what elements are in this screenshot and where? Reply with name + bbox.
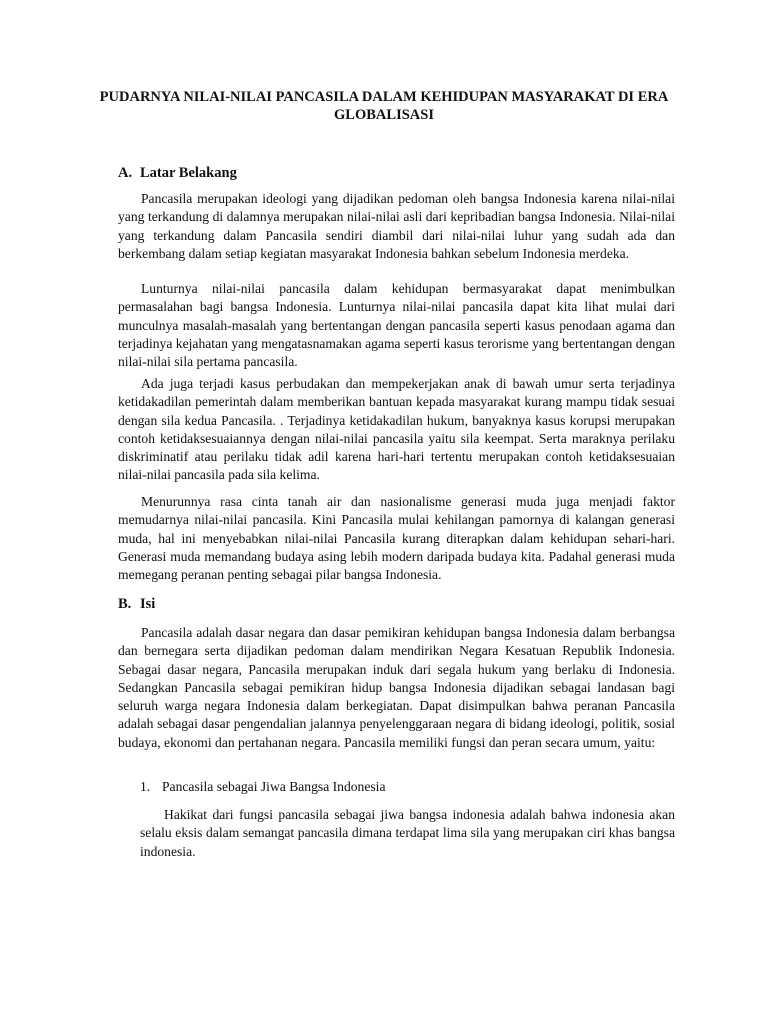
section-b-paragraph: Pancasila adalah dasar negara dan dasar pemikiran kehidupan bangsa Indonesia dalam berbangsa dan bernegara serta dijadikan pedoman dalam mendirikan Negara Kesatuan Republik Indonesia. Sebagai dasar negara, Pancasila merupakan induk dari segala hukum yang berlaku di Indonesia. Sedangkan Pancasila sebagai pemikiran hidup bangsa Indonesia dijadikan sebagai landasan bagi seluruh warga negara Indonesia dalam berkegiatan. Dapat disimpulkan bahwa peranan Pancasila adalah sebagai dasar pengendalian jalannya penyelenggaraan negara di bidang ideologi, politik, sosial budaya, ekonomi dan pertahanan negara. Pancasila memiliki fungsi dan peran secara umum, yaitu: (118, 625, 675, 750)
section-a-paragraph-4: Menurunnya rasa cinta tanah air dan nasionalisme generasi muda juga menjadi faktor memudarnya nilai-nilai pancasila. Kini Pancasila mulai kehilangan pamornya di kalangan generasi muda, hal ini menyebabkan nilai-nilai Pancasila kurang diterapkan dalam kehidupan sehari-hari. Generasi muda memandang budaya asing lebih modern daripada budaya kita. Padahal generasi muda memegang peranan penting sebagai pilar bangsa Indonesia. (118, 494, 675, 583)
list-item-1-number: 1. (140, 779, 151, 794)
section-a-heading (118, 163, 237, 183)
section-b-heading (118, 594, 155, 614)
list-item-1-paragraph: Hakikat dari fungsi pancasila sebagai jiwa bangsa indonesia adalah bahwa indonesia akan selalu eksis dalam semangat pancasila dimana terdapat lima sila yang merupakan ciri khas bangsa indonesia. (140, 807, 675, 859)
section-a-paragraph-3: Ada juga terjadi kasus perbudakan dan mempekerjakan anak di bawah umur serta terjadinya ketidakadilan pemerintah dalam memberikan bantuan kepada masyarakat kurang mampu tidak sesuai dengan sila kedua Pancasila. . Terjadinya ketidakadilan hukum, banyaknya kasus korupsi merupakan contoh ketidaksesuaiannya dengan nilai-nilai pancasila yaitu sila keempat. Serta maraknya perilaku diskriminatif atau perilaku tidak adil karena hari-hari tertentu merupakan contoh ketidaksesuaian nilai-nilai pancasila pada sila kelima. (118, 376, 675, 483)
section-b-marker: B. (118, 596, 132, 612)
document-title-line-2: GLOBALISASI (334, 107, 434, 123)
document-title-line-1: PUDARNYA NILAI-NILAI PANCASILA DALAM KEHIDUPAN MASYARAKAT DI ERA (99, 89, 669, 105)
section-a-paragraph-1: Pancasila merupakan ideologi yang dijadikan pedoman oleh bangsa Indonesia karena nilai-nilai yang terkandung di dalamnya merupakan nilai-nilai asli dari kepribadian bangsa Indonesia. Nilai-nilai yang terkandung dalam Pancasila sendiri diambil dari nilai-nilai luhur yang sudah ada dan berkembang dalam setiap kegiatan masyarakat Indonesia bahkan sebelum Indonesia merdeka. (118, 191, 675, 261)
list-item-1-title: Pancasila sebagai Jiwa Bangsa Indonesia (162, 779, 386, 794)
list-item-1 (140, 778, 385, 796)
section-b-title: Isi (140, 596, 156, 612)
section-a-marker: A. (118, 165, 133, 181)
section-a-title: Latar Belakang (140, 165, 237, 181)
section-a-paragraph-2: Lunturnya nilai-nilai pancasila dalam kehidupan bermasyarakat dapat menimbulkan permasalahan bagi bangsa Indonesia. Lunturnya nilai-nilai pancasila dapat kita lihat mulai dari munculnya masalah-masalah yang bertentangan dengan pancasila seperti kasus penodaan agama dan terjadinya kejahatan yang mengatasnamakan agama seperti kasus terorisme yang bertentangan dengan nilai-nilai sila pertama pancasila. (118, 281, 675, 370)
